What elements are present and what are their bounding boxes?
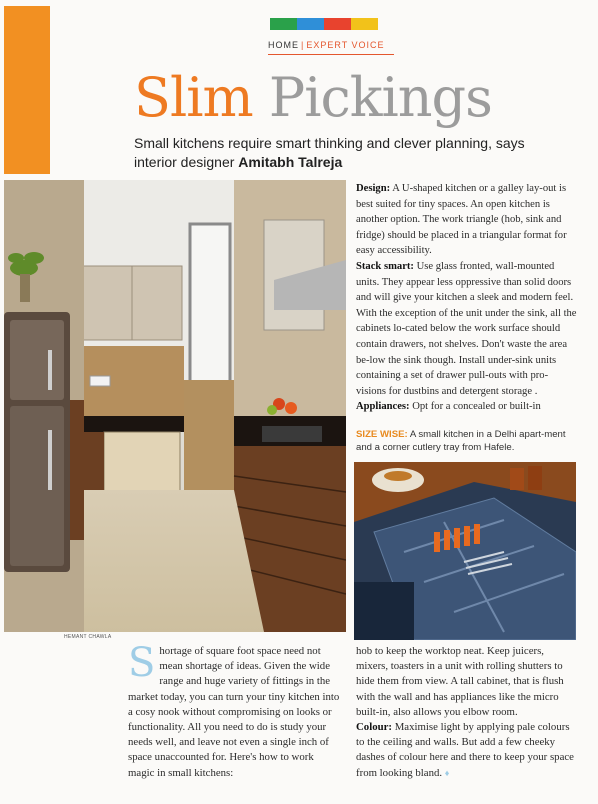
photo-caption xyxy=(356,428,578,454)
deck-lead: Small kitchens require smart thinking and clever planning, says interior designer xyxy=(134,135,525,170)
kicker-underline xyxy=(268,54,394,55)
appliances-text: Opt for a concealed or built-in xyxy=(412,401,541,413)
paragraph-design xyxy=(356,181,578,259)
section-kicker xyxy=(268,40,385,50)
kicker-section: HOME xyxy=(268,40,299,50)
intro-text: hortage of square foot space need not mean shortage of ideas. Given the wide range and huge variety of fittings in the market today, you can turn your tiny kitchen into a cosy nook without compromising on looks or functionality. All you need to do is study your needs well, and leave not even a single inch of space unaccounted for. Here's how to work magic in small kitchens: xyxy=(128,645,340,779)
caption-label: SIZE WISE: xyxy=(356,429,408,440)
design-label: Design: xyxy=(356,183,391,194)
headline-word-2: Pickings xyxy=(268,66,492,129)
intro-paragraph xyxy=(128,640,340,781)
cutlery-tray-photo xyxy=(354,462,576,640)
colour-label: Colour: xyxy=(356,721,392,734)
kitchen-photo xyxy=(4,180,346,632)
photo-credit: HEMANT CHAWLA xyxy=(64,634,112,640)
paragraph-appliances xyxy=(356,399,578,415)
color-strip-green xyxy=(270,18,297,30)
paragraph-stack-smart xyxy=(356,259,578,399)
paragraph-appliances-continued xyxy=(356,644,578,720)
section-color-strip xyxy=(270,18,378,30)
color-strip-blue xyxy=(297,18,324,30)
orange-accent-block xyxy=(4,6,50,174)
paragraph-colour xyxy=(356,720,578,781)
appliances-label: Appliances: xyxy=(356,401,410,413)
kitchen-photo-illustration xyxy=(4,180,346,632)
deck-author: Amitabh Talreja xyxy=(238,154,343,170)
page-title xyxy=(134,66,492,130)
color-strip-yellow xyxy=(351,18,378,30)
appliances-continued-text: hob to keep the worktop neat. Keep juicers, mixers, toasters in a unit with rolling shutters to hide them from view. A tall cabinet, that is flush with the wall and has appliances like the micro built-in, also allows you elbow room. xyxy=(356,645,564,718)
colour-text: Maximise light by applying pale colours to the ceiling and walls. But add a few cheeky dashes of colour here and there to keep your space from looking bland. xyxy=(356,721,574,779)
color-strip-red xyxy=(324,18,351,30)
article-column-right-bottom xyxy=(356,644,578,781)
kicker-subsection: EXPERT VOICE xyxy=(306,40,385,50)
end-mark-icon: ♦ xyxy=(444,767,450,778)
stack-smart-label: Stack smart: xyxy=(356,260,414,272)
kicker-separator: | xyxy=(301,40,305,50)
article-column-left-bottom xyxy=(128,640,340,781)
stack-smart-text: Use glass fronted, wall-mounted units. They appear less oppressive than solid doors and will give your kitchen a sleek and modern feel. With the exception of the unit under the sink, all the cabinets lo-cated below the work surface should contain drawers, not shelves. Don't waste the area be-low the sink though. Install under-sink units containing a set of drawer pull-outs with pro-visions for dustbins and detergent storage . xyxy=(356,260,577,397)
headline-word-1: Slim xyxy=(134,66,253,129)
drop-cap: S xyxy=(128,640,156,686)
article-column-right-top xyxy=(356,181,578,415)
caption-text: A small kitchen in a Delhi apart-ment and a corner cutlery tray from Hafele. xyxy=(356,429,566,453)
article-deck xyxy=(134,134,554,172)
design-text: A U-shaped kitchen or a galley lay-out is best suited for tiny spaces. An open kitchen is another option. The work triangle (hob, sink and fridge) should be placed in a triangular format for easy accessibility. xyxy=(356,183,567,257)
cutlery-tray-illustration xyxy=(354,462,576,640)
